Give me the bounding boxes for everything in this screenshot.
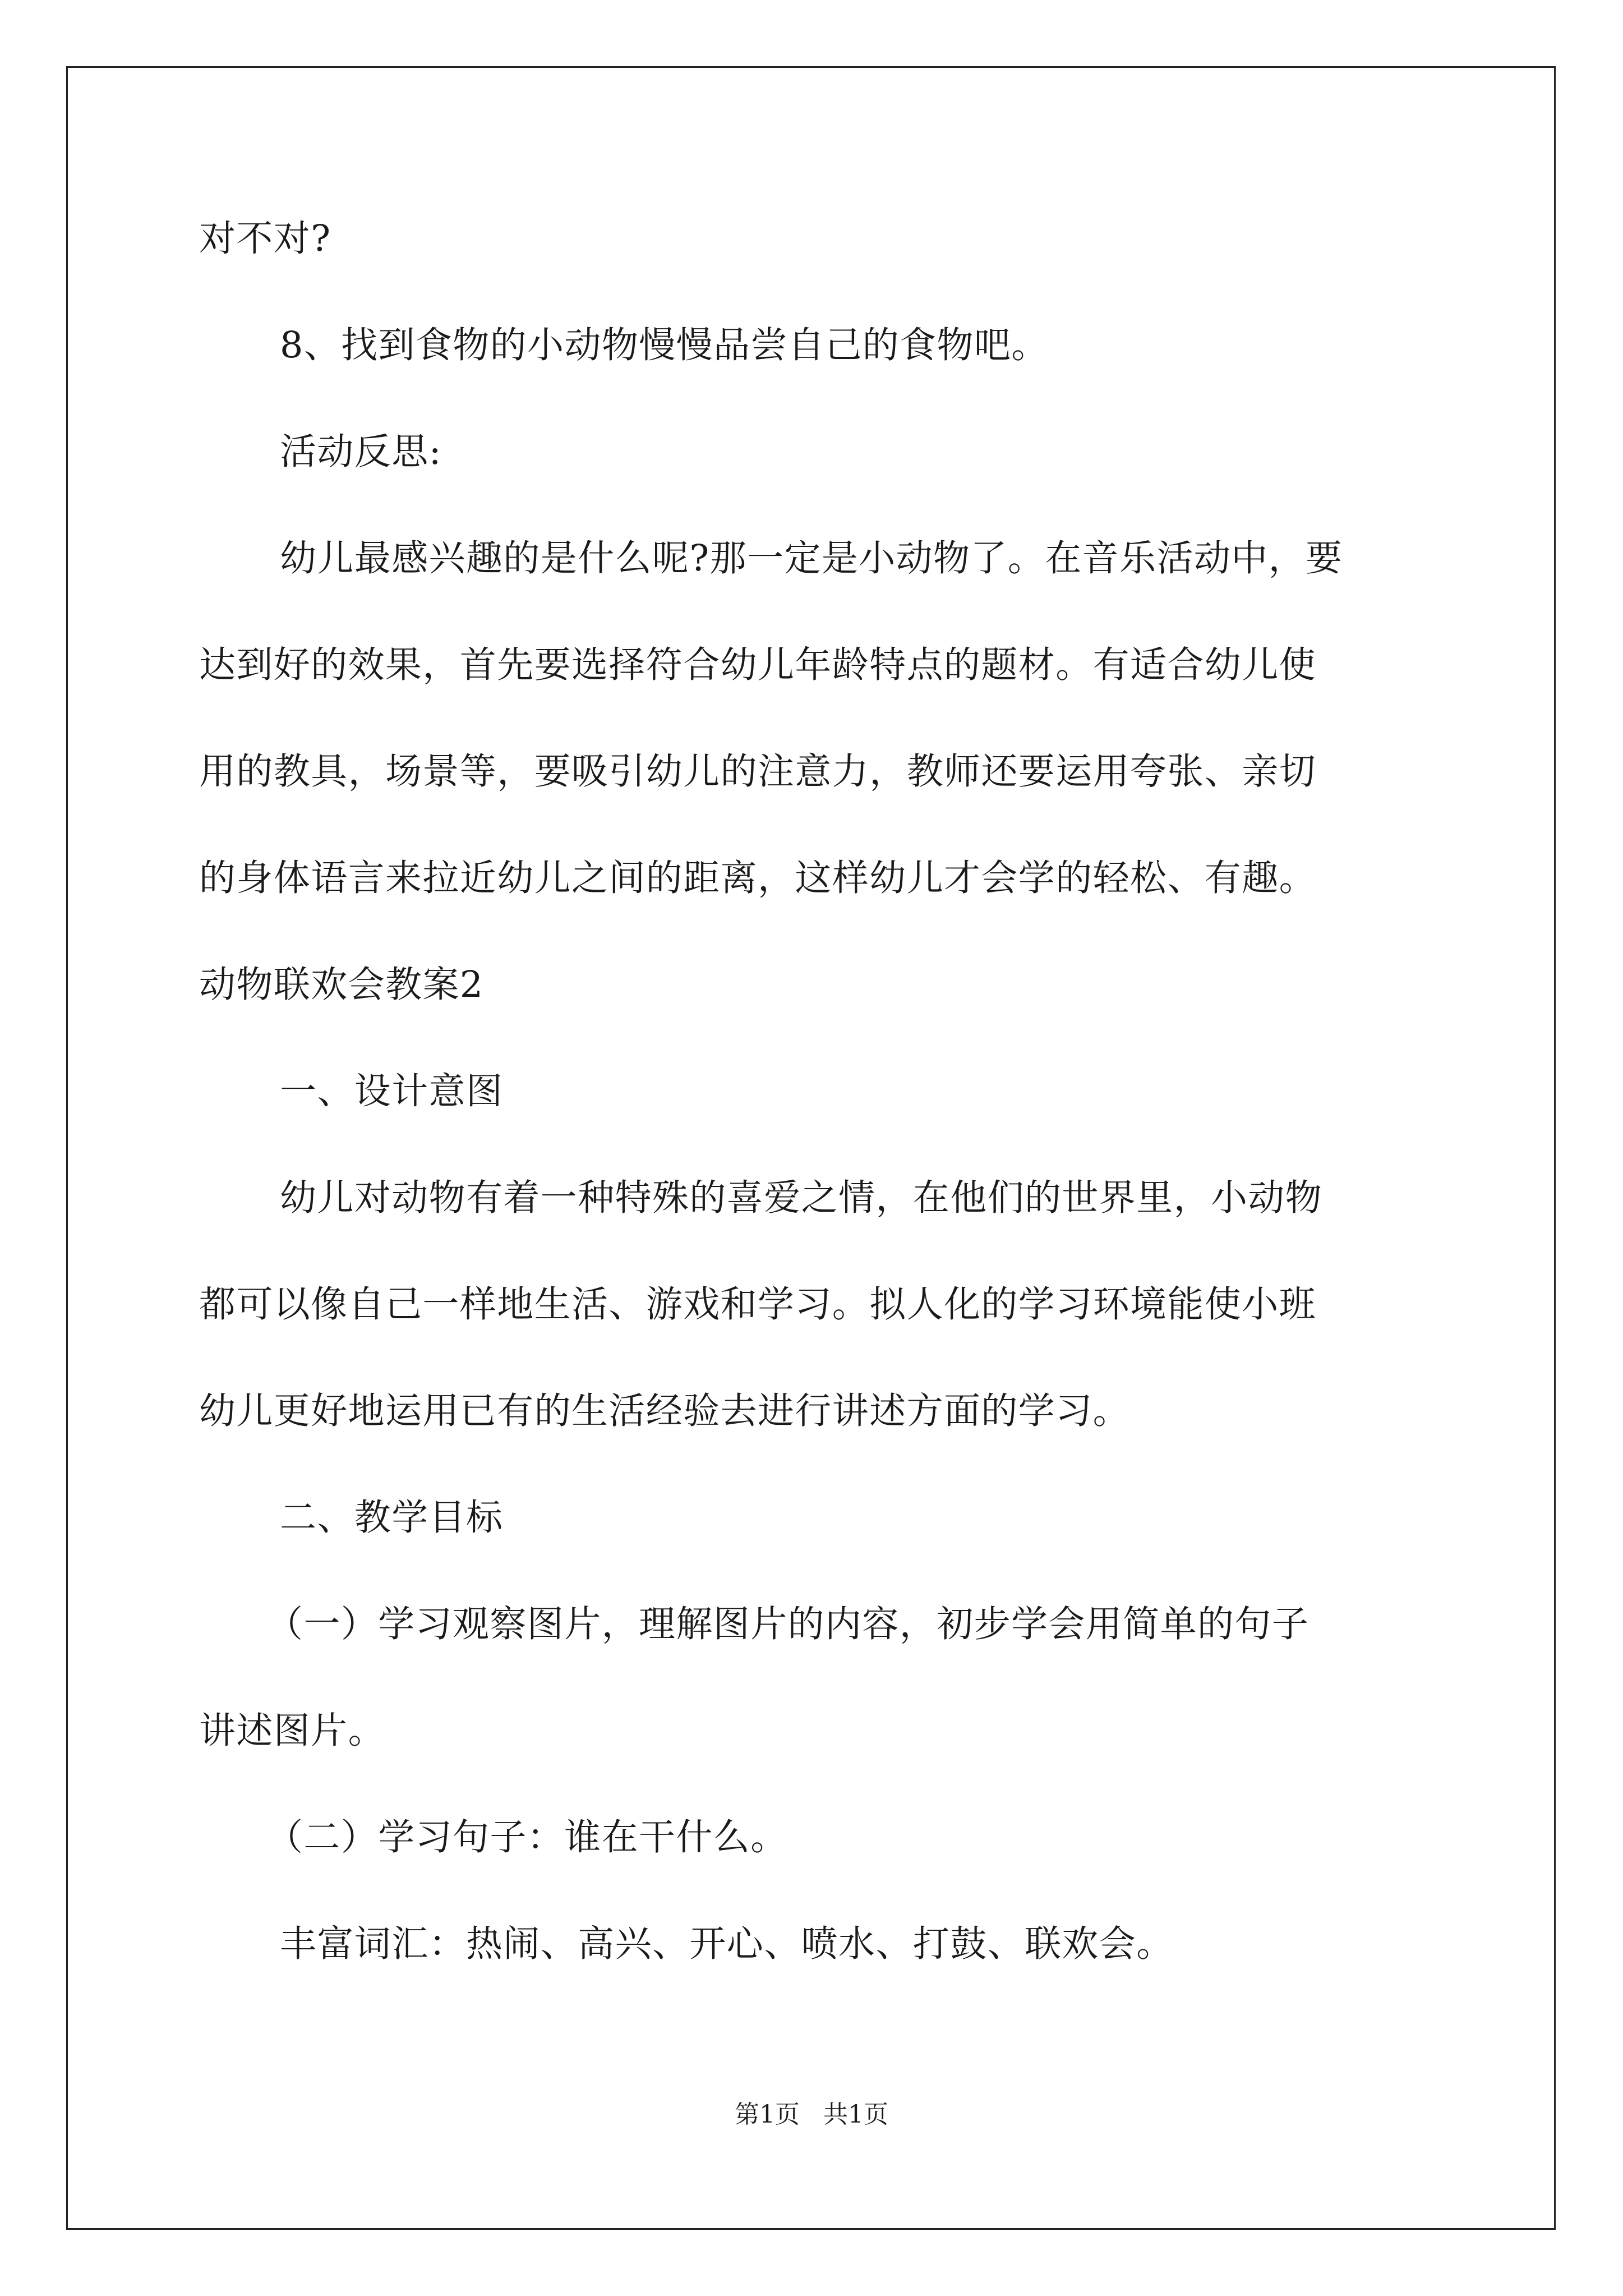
text-line: 幼儿更好地运用已有的生活经验去进行讲述方面的学习。 xyxy=(199,1390,1131,1432)
text-line: （二）学习句子：谁在干什么。 xyxy=(266,1816,788,1858)
text-line: 都可以像自己一样地生活、游戏和学习。拟人化的学习环境能使小班 xyxy=(199,1283,1317,1326)
text-line: 8、找到食物的小动物慢慢品尝自己的食物吧。 xyxy=(280,324,1049,366)
text-line: 用的教具，场景等，要吸引幼儿的注意力，教师还要运用夸张、亲切 xyxy=(199,751,1317,793)
page-number: 第1页 共1页 xyxy=(735,2100,888,2129)
text-line: 讲述图片。 xyxy=(199,1710,386,1752)
text-line: 达到好的效果，首先要选择符合幼儿年龄特点的题材。有适合幼儿使 xyxy=(199,644,1317,686)
subheading: 一、设计意图 xyxy=(280,1070,504,1112)
text-line: 丰富词汇：热闹、高兴、开心、喷水、打鼓、联欢会。 xyxy=(280,1923,1174,1965)
text-line: 对不对? xyxy=(199,218,331,260)
page-border xyxy=(66,66,1556,2230)
text-line: 幼儿对动物有着一种特殊的喜爱之情，在他们的世界里，小动物 xyxy=(280,1177,1323,1219)
text-line: 活动反思: xyxy=(280,431,442,473)
text-line: 幼儿最感兴趣的是什么呢?那一定是小动物了。在音乐活动中，要 xyxy=(280,537,1343,579)
text-line: （一）学习观察图片，理解图片的内容，初步学会用简单的句子 xyxy=(266,1603,1310,1645)
page-footer xyxy=(0,2099,1623,2131)
section-heading: 动物联欢会教案2 xyxy=(199,964,484,1006)
subheading: 二、教学目标 xyxy=(280,1497,504,1539)
text-line: 的身体语言来拉近幼儿之间的距离，这样幼儿才会学的轻松、有趣。 xyxy=(199,857,1317,899)
